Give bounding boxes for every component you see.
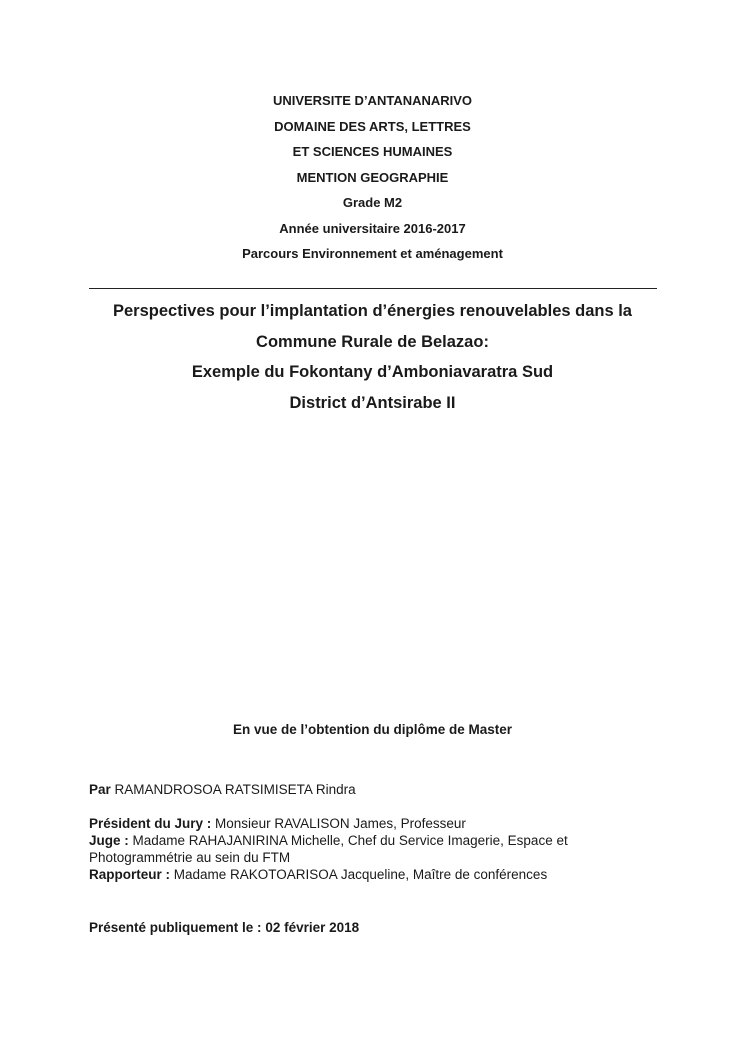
grade: Grade M2 <box>342 195 403 210</box>
presentation-date-line <box>89 918 359 937</box>
mention: MENTION GEOGRAPHIE <box>296 169 449 185</box>
domain-line-1: DOMAINE DES ARTS, LETTRES <box>274 118 471 134</box>
diploma-statement: En vue de l’obtention du diplôme de Master <box>232 722 513 737</box>
title-line-4: District d’Antsirabe II <box>289 393 456 412</box>
academic-year: Année universitaire 2016-2017 <box>279 220 466 236</box>
judge-value: Madame RAHAJANIRINA Michelle, Chef du Service Imagerie, Espace et Photogrammétrie au sein du FTM <box>89 833 568 865</box>
institution-header <box>0 88 745 267</box>
jury-president <box>89 815 669 832</box>
rapporteur-label: Rapporteur : <box>89 867 170 882</box>
author-label: Par <box>89 782 111 797</box>
domain-line-2: ET SCIENCES HUMAINES <box>292 144 453 159</box>
author-name: RAMANDROSOA RATSIMISETA Rindra <box>114 782 356 797</box>
horizontal-divider <box>89 288 657 289</box>
presented-label: Présenté publiquement le : <box>89 920 262 935</box>
judge-label: Juge : <box>89 833 129 848</box>
presented-date: 02 février 2018 <box>265 920 360 935</box>
jury-list <box>89 815 669 883</box>
rapporteur-value: Madame RAKOTOARISOA Jacqueline, Maître de conférences <box>173 867 548 882</box>
thesis-title <box>0 296 745 418</box>
jury-rapporteur <box>89 866 669 883</box>
president-value: Monsieur RAVALISON James, Professeur <box>215 816 466 831</box>
title-line-1: Perspectives pour l’implantation d’énergies renouvelables dans la <box>112 302 632 320</box>
title-line-2: Commune Rurale de Belazao: <box>256 332 489 351</box>
track: Parcours Environnement et aménagement <box>242 246 503 261</box>
title-line-3: Exemple du Fokontany d’Amboniavaratra Sud <box>191 363 554 381</box>
university-name: UNIVERSITE D’ANTANANARIVO <box>272 93 473 108</box>
president-label: Président du Jury : <box>89 816 212 831</box>
author-line <box>89 780 356 799</box>
jury-judge <box>89 832 669 866</box>
